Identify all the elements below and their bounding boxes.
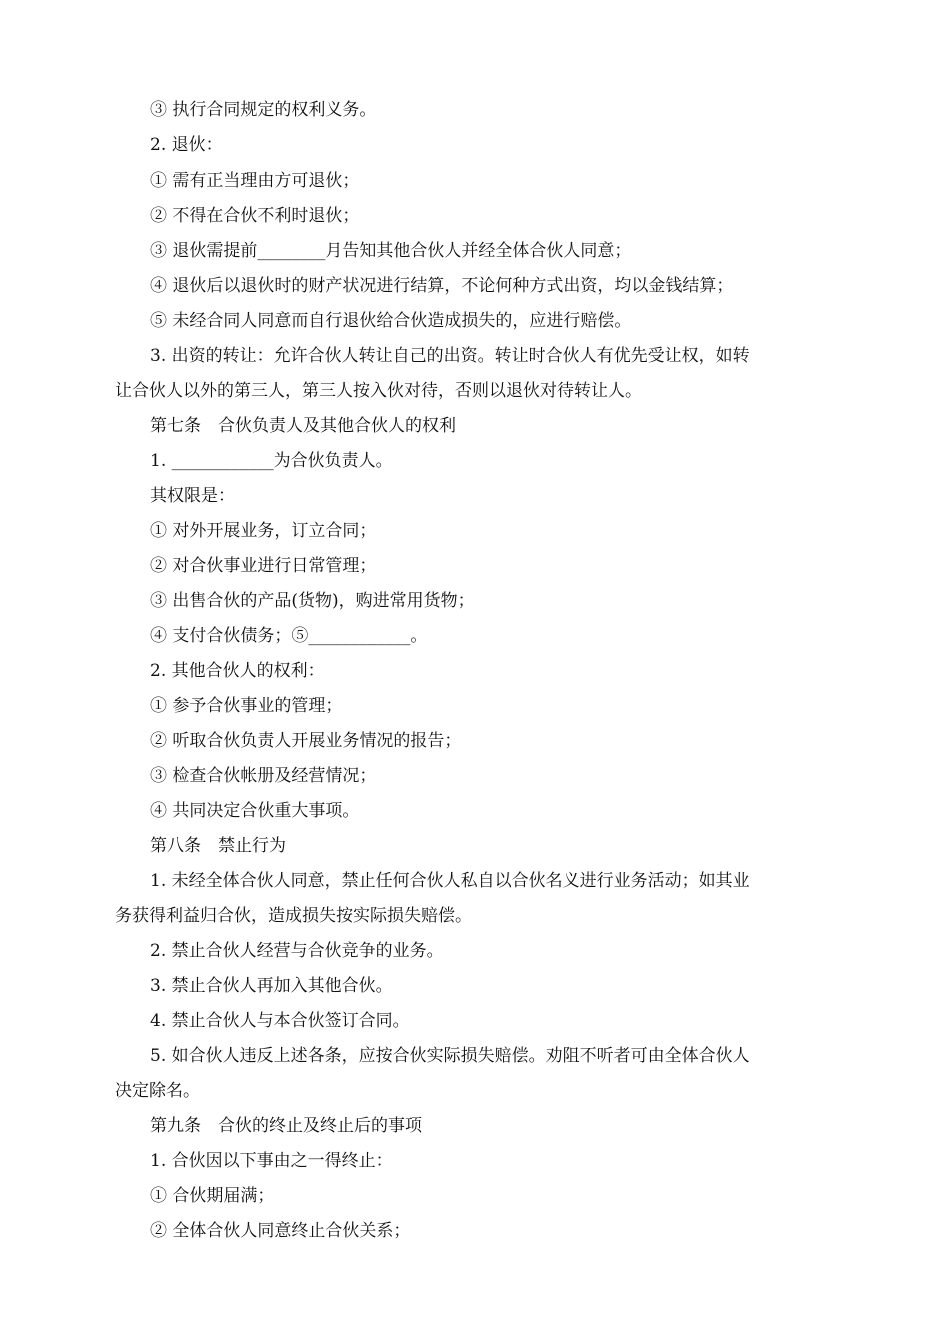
text-line: ③ 执行合同规定的权利义务。 <box>150 100 377 120</box>
text-line: ② 不得在合伙不利时退伙； <box>150 206 360 226</box>
text-line: ③ 检查合伙帐册及经营情况； <box>150 766 377 786</box>
text-line: 1. 合伙因以下事由之一得终止： <box>150 1151 393 1171</box>
text-line: ② 对合伙事业进行日常管理； <box>150 556 377 576</box>
text-line: ① 参予合伙事业的管理； <box>150 696 343 716</box>
text-line: ④ 支付合伙债务；⑤____________。 <box>150 626 428 646</box>
text-line: 1. ____________为合伙负责人。 <box>150 451 393 471</box>
section-heading: 第七条 合伙负责人及其他合伙人的权利 <box>150 416 456 436</box>
text-line: 决定除名。 <box>115 1081 200 1101</box>
text-line: ② 听取合伙负责人开展业务情况的报告； <box>150 731 462 751</box>
text-line: 2. 禁止合伙人经营与合伙竞争的业务。 <box>150 941 444 961</box>
text-line: 2. 其他合伙人的权利： <box>150 661 325 681</box>
text-line: ⑤ 未经合同人同意而自行退伙给合伙造成损失的，应进行赔偿。 <box>150 311 632 331</box>
text-line: ④ 共同决定合伙重大事项。 <box>150 801 360 821</box>
text-line: ① 需有正当理由方可退伙； <box>150 171 360 191</box>
text-line: 2. 退伙： <box>150 135 223 155</box>
text-line: ④ 退伙后以退伙时的财产状况进行结算，不论何种方式出资，均以金钱结算； <box>150 276 734 296</box>
text-line: 让合伙人以外的第三人，第三人按入伙对待，否则以退伙对待转让人。 <box>115 381 642 401</box>
text-line: ③ 出售合伙的产品(货物)，购进常用货物； <box>150 591 475 611</box>
text-line: ③ 退伙需提前________月告知其他合伙人并经全体合伙人同意； <box>150 241 632 261</box>
text-line: ① 合伙期届满； <box>150 1186 275 1206</box>
text-line: 3. 禁止合伙人再加入其他合伙。 <box>150 976 393 996</box>
text-line: ① 对外开展业务，订立合同； <box>150 521 377 541</box>
section-heading: 第九条 合伙的终止及终止后的事项 <box>150 1116 422 1136</box>
text-line: 5. 如合伙人违反上述各条，应按合伙实际损失赔偿。劝阻不听者可由全体合伙人 <box>150 1046 750 1066</box>
text-line: 3. 出资的转让：允许合伙人转让自己的出资。转让时合伙人有优先受让权，如转 <box>150 346 750 366</box>
text-line: ② 全体合伙人同意终止合伙关系； <box>150 1221 411 1241</box>
section-heading: 第八条 禁止行为 <box>150 836 286 856</box>
text-line: 1. 未经全体合伙人同意，禁止任何合伙人私自以合伙名义进行业务活动；如其业 <box>150 871 750 891</box>
text-line: 务获得利益归合伙，造成损失按实际损失赔偿。 <box>115 906 472 926</box>
text-line: 其权限是： <box>150 486 235 506</box>
text-line: 4. 禁止合伙人与本合伙签订合同。 <box>150 1011 410 1031</box>
